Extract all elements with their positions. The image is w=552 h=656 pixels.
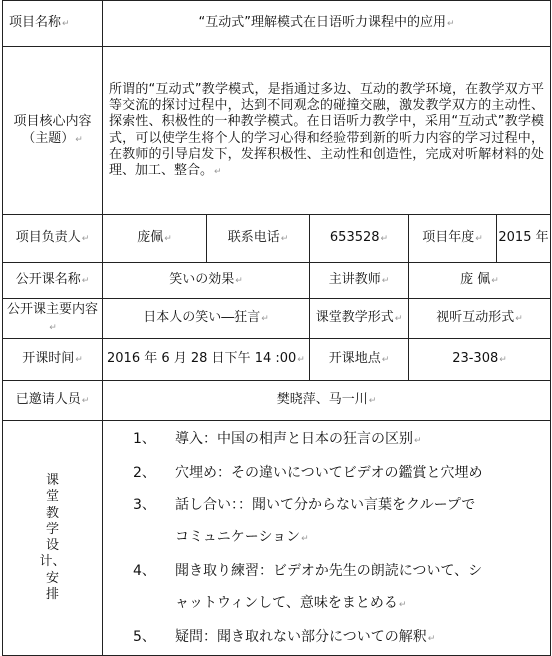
phone-label: 联系电话↵: [207, 215, 310, 263]
time-value: 2016 年 6 月 28 日下午 14 :00↵: [103, 339, 310, 381]
invitees-label: 已邀请人员↵: [3, 381, 103, 421]
row-core-content: [3, 47, 551, 215]
row-course-name: [3, 263, 551, 299]
design-label: 课 堂 教 学 设 计、 安 排: [3, 421, 103, 656]
place-value: 23-308↵: [409, 339, 551, 381]
project-form-table: [2, 0, 551, 656]
core-label: 项目核心内容（主题）↵: [3, 47, 103, 215]
list-item: コミュニケーション↵: [175, 529, 309, 545]
phone-value: 653528↵: [310, 215, 409, 263]
project-name-label: 项目名称↵: [3, 1, 103, 47]
course-content-value: 日本人の笑い―狂言↵: [103, 299, 310, 339]
list-item: 5、 疑問：聞き取れない部分についての解釈↵: [133, 629, 436, 645]
row-design: [3, 421, 551, 656]
teacher-label: 主讲教师↵: [310, 263, 409, 299]
row-invitees: [3, 381, 551, 421]
row-course-content: [3, 299, 551, 339]
list-item: ャットウィンして、意味をまとめる↵: [175, 595, 407, 611]
time-label: 开课时间↵: [3, 339, 103, 381]
course-name-label: 公开课名称↵: [3, 263, 103, 299]
leader-value: 庞佩↵: [103, 215, 207, 263]
list-item: 4、 聞き取り練習：ビデオか先生の朗読について、シ: [133, 563, 483, 579]
form-label: 课堂教学形式↵: [310, 299, 409, 339]
list-item: 2、 穴埋め：その違いについてビデオの鑑賞と穴埋め: [133, 465, 483, 481]
course-content-label: 公开课主要内容↵: [3, 299, 103, 339]
form-value: 视听互动形式↵: [409, 299, 551, 339]
project-name-value: “互动式”理解模式在日语听力课程中的应用↵: [103, 1, 551, 47]
row-project-name: [3, 1, 551, 47]
design-steps: [103, 421, 551, 656]
list-item: 3、 話し合い：：聞いて分からない言葉をクループで: [133, 497, 476, 513]
invitees-value: 樊晓萍、马一川↵: [103, 381, 551, 421]
place-label: 开课地点↵: [310, 339, 409, 381]
row-leader: [3, 215, 551, 263]
row-time: [3, 339, 551, 381]
teacher-value: 庞 佩↵: [409, 263, 551, 299]
leader-label: 项目负责人↵: [3, 215, 103, 263]
core-content: 所谓的“互动式”教学模式，是指通过多边、互动的教学环境，在教学双方平等交流的探讨过程中，达到不同观念的碰撞交融，激发教学双方的主动性、探索性、积极性的一种教学模式。在日语听力教学中，采用“互动式”教学模式，可以使学生将个人的学习心得和经验带到新的听力内容的学习过程中，在教师的引导启发下，发挥积极性、主动性和创造性，完成对听解材料的处理、加工、整合。↵: [103, 47, 551, 215]
year-value: 2015 年: [497, 215, 551, 263]
list-item: 1、 導入：中国の相声と日本の狂言の区别↵: [133, 431, 422, 447]
course-name-value: 笑いの効果↵: [103, 263, 310, 299]
year-label: 项目年度↵: [409, 215, 497, 263]
